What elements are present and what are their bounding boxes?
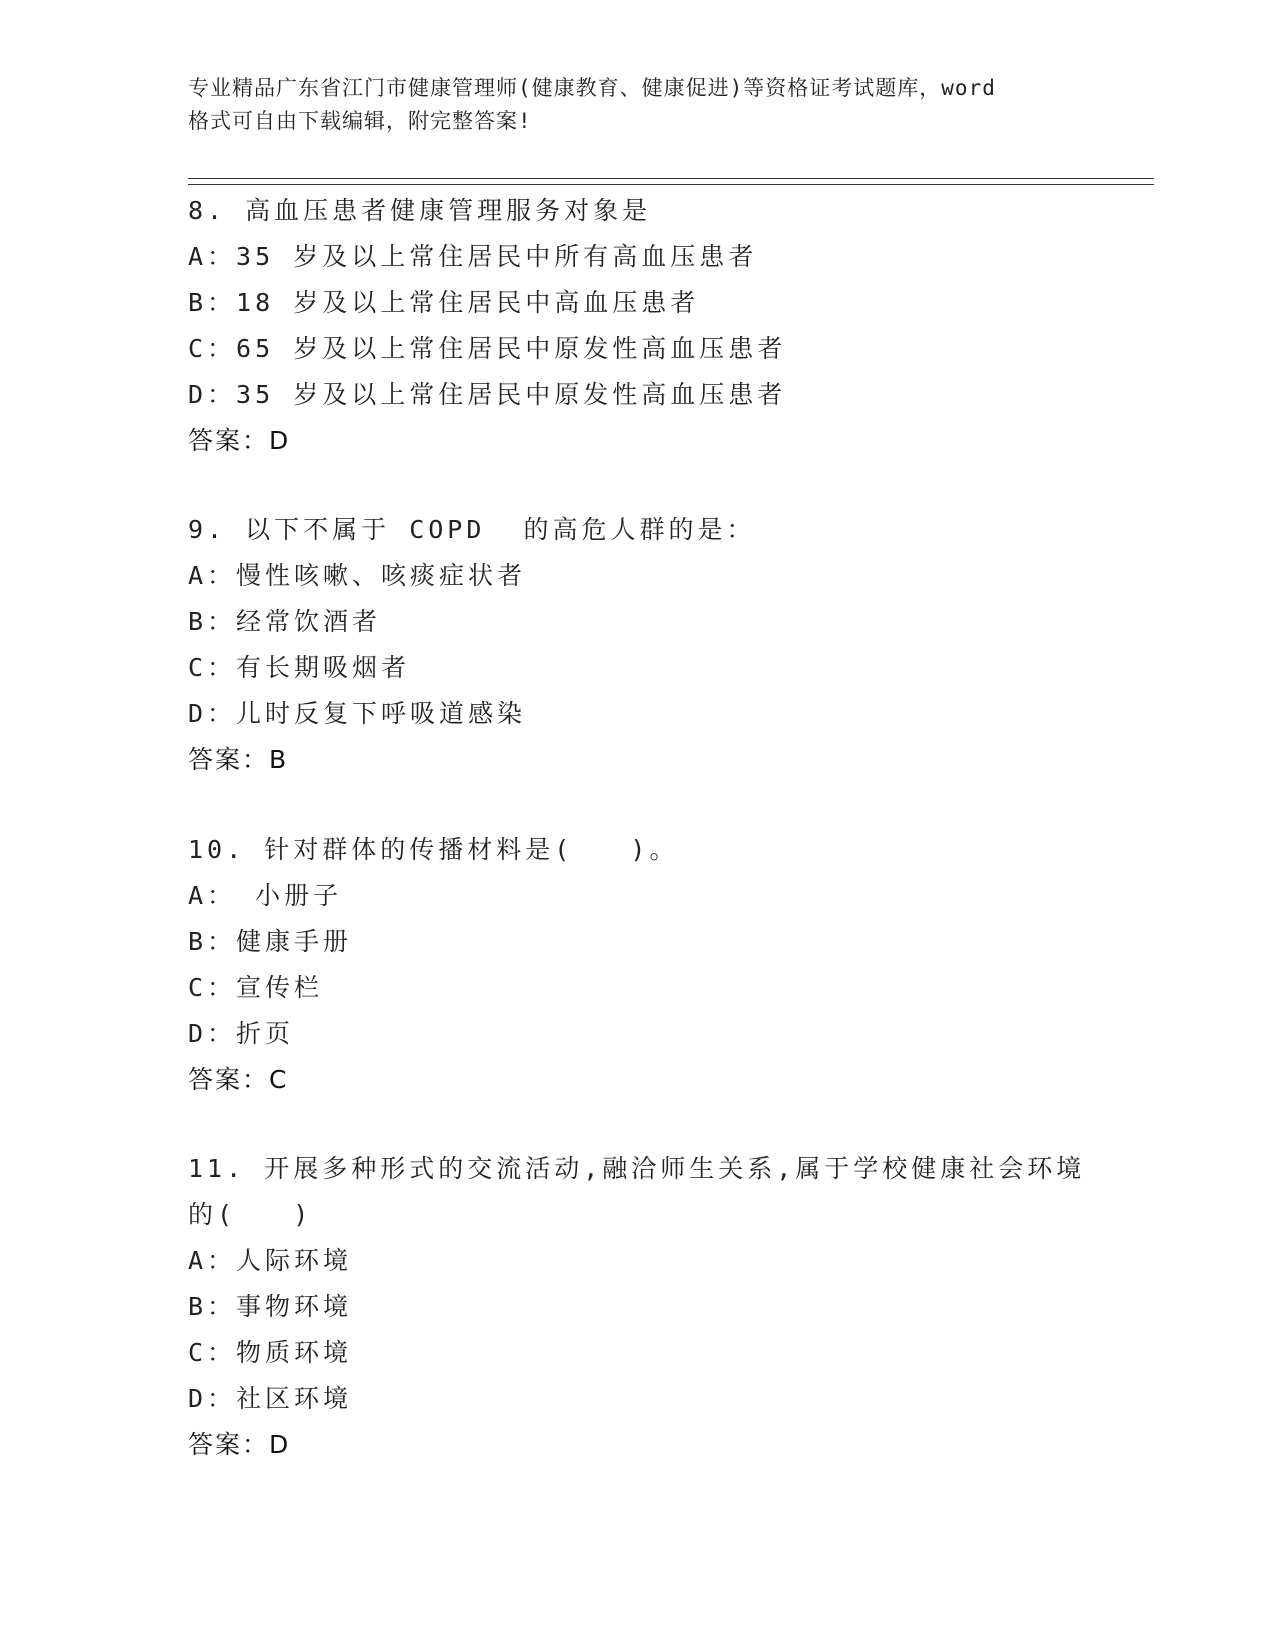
option-b: B：事物环境 [188,1292,353,1321]
option-b: B：18 岁及以上常住居民中高血压患者 [188,288,700,317]
question-stem-line-1: 11. 开展多种形式的交流活动,融洽师生关系,属于学校健康社会环境 [188,1154,1086,1183]
option-a: A： 小册子 [188,881,343,910]
option-b: B：经常饮酒者 [188,607,382,636]
option-c: C：有长期吸烟者 [188,653,411,682]
option-c: C：65 岁及以上常住居民中原发性高血压患者 [188,334,787,363]
option-d: D：社区环境 [188,1384,353,1413]
option-d: D：35 岁及以上常住居民中原发性高血压患者 [188,380,787,409]
option-c: C：宣传栏 [188,973,324,1002]
option-a: A：慢性咳嗽、咳痰症状者 [188,561,527,590]
question-stem: 8. 高血压患者健康管理服务对象是 [188,196,652,225]
header-divider-bottom [188,184,1154,185]
option-b: B：健康手册 [188,927,353,956]
header-line-1: 专业精品广东省江门市健康管理师(健康教育、健康促进)等资格证考试题库，word [188,76,996,100]
option-d: D：折页 [188,1019,295,1048]
option-c: C：物质环境 [188,1338,353,1367]
document-header [188,72,1088,138]
question-stem: 10. 针对群体的传播材料是( )。 [188,835,679,864]
question-stem-line-2: 的( ) [188,1200,313,1229]
option-a: A：人际环境 [188,1246,353,1275]
answer-label: 答案：C [188,1065,289,1094]
header-line-2: 格式可自由下载编辑，附完整答案! [188,109,532,133]
question-10 [188,827,1148,1103]
answer-label: 答案：D [188,1430,291,1459]
option-d: D：儿时反复下呼吸道感染 [188,699,527,728]
answer-label: 答案：B [188,745,289,774]
question-11 [188,1146,1148,1468]
header-divider-top [188,178,1154,179]
question-9 [188,507,1148,783]
answer-label: 答案：D [188,426,291,455]
question-8 [188,188,1148,464]
option-a: A：35 岁及以上常住居民中所有高血压患者 [188,242,758,271]
question-stem: 9. 以下不属于 COPD 的高危人群的是： [188,515,756,544]
